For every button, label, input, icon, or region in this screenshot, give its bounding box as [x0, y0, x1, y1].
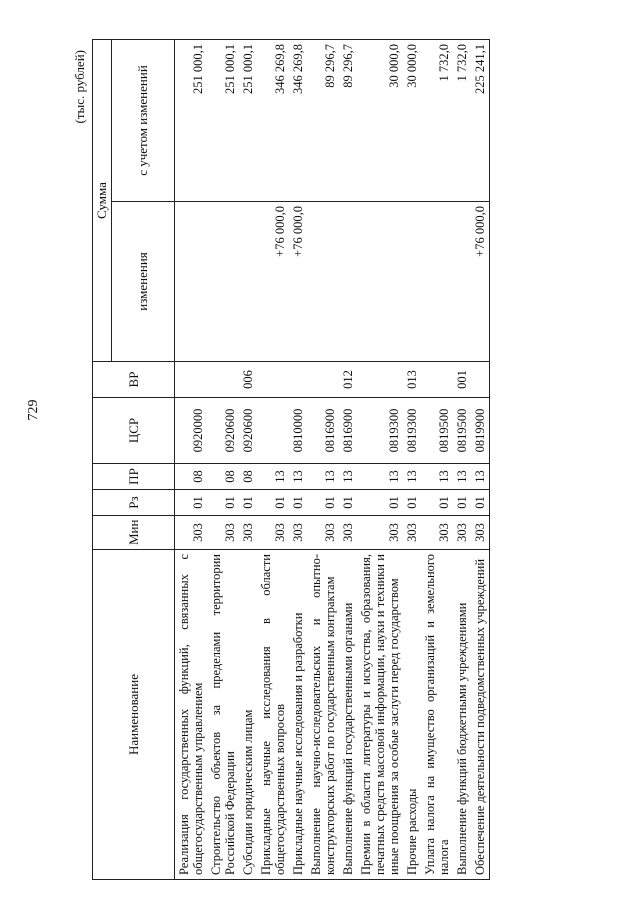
row-total: 89 296,7: [339, 40, 357, 202]
row-csr: 0816900: [307, 398, 339, 464]
row-changes: [453, 202, 471, 362]
row-csr: 0819900: [471, 398, 490, 464]
header-with-changes: с учетом изменений: [112, 40, 175, 202]
row-changes: [357, 202, 403, 362]
row-changes: [307, 202, 339, 362]
row-min: 303: [239, 516, 257, 550]
header-pr: ПР: [93, 464, 175, 490]
row-csr: 0819300: [403, 398, 421, 464]
row-vr: 013: [403, 362, 421, 398]
row-rz: 01: [307, 490, 339, 516]
row-min: 303: [339, 516, 357, 550]
row-rz: 01: [339, 490, 357, 516]
row-vr: [207, 362, 239, 398]
row-min: 303: [307, 516, 339, 550]
row-rz: 01: [257, 490, 289, 516]
row-csr: 0920600: [239, 398, 257, 464]
row-total: 251 000,1: [175, 40, 208, 202]
row-total: 1 732,0: [453, 40, 471, 202]
row-rz: 01: [471, 490, 490, 516]
row-name: Прочие расходы: [403, 550, 421, 880]
row-pr: 08: [239, 464, 257, 490]
row-changes: [421, 202, 453, 362]
row-min: 303: [421, 516, 453, 550]
row-vr: 006: [239, 362, 257, 398]
table-row: [471, 40, 490, 880]
header-sum: Сумма: [93, 40, 112, 362]
table-row: [307, 40, 339, 880]
row-min: 303: [257, 516, 289, 550]
row-rz: 01: [239, 490, 257, 516]
row-csr: 0920600: [207, 398, 239, 464]
header-vr: ВР: [93, 362, 175, 398]
row-changes: +76 000,0: [289, 202, 307, 362]
row-rz: 01: [207, 490, 239, 516]
row-rz: 01: [357, 490, 403, 516]
row-total: 346 269,8: [257, 40, 289, 202]
table-row: [175, 40, 208, 880]
header-min: Мин: [93, 516, 175, 550]
row-name: Выполнение научно-исследовательских и опытно-конструкторских работ по государственным контрактам: [307, 550, 339, 880]
row-min: 303: [471, 516, 490, 550]
header-row: [93, 40, 112, 880]
row-vr: [357, 362, 403, 398]
units-label: (тыс. рублей): [72, 50, 87, 124]
row-csr: 0819500: [421, 398, 453, 464]
row-vr: 001: [453, 362, 471, 398]
row-vr: 012: [339, 362, 357, 398]
row-min: 303: [289, 516, 307, 550]
row-csr: 0819500: [453, 398, 471, 464]
header-name: Наименование: [93, 550, 175, 880]
row-changes: [403, 202, 421, 362]
row-rz: 01: [403, 490, 421, 516]
table-row: [357, 40, 403, 880]
row-name: Обеспечение деятельности подведомственных учреждений: [471, 550, 490, 880]
row-min: 303: [357, 516, 403, 550]
row-min: 303: [403, 516, 421, 550]
row-pr: 13: [357, 464, 403, 490]
row-pr: 13: [403, 464, 421, 490]
table-row: [403, 40, 421, 880]
row-total: 30 000,0: [403, 40, 421, 202]
row-changes: [207, 202, 239, 362]
row-changes: +76 000,0: [257, 202, 289, 362]
row-pr: 13: [421, 464, 453, 490]
table-row: [453, 40, 471, 880]
row-total: 89 296,7: [307, 40, 339, 202]
row-pr: 13: [453, 464, 471, 490]
row-pr: 08: [175, 464, 208, 490]
row-name: Прикладные научные исследования и разработки: [289, 550, 307, 880]
row-name: Выполнение функций государственными органами: [339, 550, 357, 880]
row-vr: [421, 362, 453, 398]
row-pr: 13: [307, 464, 339, 490]
row-changes: [339, 202, 357, 362]
table-row: [257, 40, 289, 880]
row-min: 303: [207, 516, 239, 550]
row-min: 303: [175, 516, 208, 550]
row-pr: 13: [471, 464, 490, 490]
row-pr: 13: [289, 464, 307, 490]
row-total: 251 000,1: [239, 40, 257, 202]
row-changes: [239, 202, 257, 362]
table-row: [421, 40, 453, 880]
row-changes: +76 000,0: [471, 202, 490, 362]
row-total: 225 241,1: [471, 40, 490, 202]
row-rz: 01: [289, 490, 307, 516]
header-csr: ЦСР: [93, 398, 175, 464]
row-rz: 01: [175, 490, 208, 516]
row-changes: [175, 202, 208, 362]
row-vr: [175, 362, 208, 398]
budget-table: [92, 39, 490, 880]
row-pr: 08: [207, 464, 239, 490]
row-name: Строительство объектов за пределами территории Российской Федерации: [207, 550, 239, 880]
table-row: [289, 40, 307, 880]
row-csr: [257, 398, 289, 464]
row-pr: 13: [257, 464, 289, 490]
header-changes: изменения: [112, 202, 175, 362]
row-total: 1 732,0: [421, 40, 453, 202]
row-name: Выполнение функций бюджетными учреждениями: [453, 550, 471, 880]
table-body: [175, 40, 490, 880]
row-vr: [471, 362, 490, 398]
row-rz: 01: [453, 490, 471, 516]
row-name: Уплата налога на имущество организаций и земельного налога: [421, 550, 453, 880]
rotated-sheet: [70, 40, 640, 880]
row-vr: [289, 362, 307, 398]
row-name: Прикладные научные исследования в области общегосударственных вопросов: [257, 550, 289, 880]
row-csr: 0920000: [175, 398, 208, 464]
row-csr: 0819300: [357, 398, 403, 464]
row-csr: 0810000: [289, 398, 307, 464]
row-vr: [307, 362, 339, 398]
row-name: Субсидии юридическим лицам: [239, 550, 257, 880]
row-csr: 0816900: [339, 398, 357, 464]
row-total: 346 269,8: [289, 40, 307, 202]
row-vr: [257, 362, 289, 398]
table-row: [339, 40, 357, 880]
row-pr: 13: [339, 464, 357, 490]
row-rz: 01: [421, 490, 453, 516]
row-min: 303: [453, 516, 471, 550]
page-number: 729: [26, 399, 41, 421]
row-name: Премии в области литературы и искусства, образования, печатных средств массовой информации, науки и техники и иные поощрения за особые заслуги перед государством: [357, 550, 403, 880]
header-rz: Рз: [93, 490, 175, 516]
table-row: [239, 40, 257, 880]
row-name: Реализация государственных функций, связанных с общегосударственным управлением: [175, 550, 208, 880]
row-total: 30 000,0: [357, 40, 403, 202]
table-row: [207, 40, 239, 880]
row-total: 251 000,1: [207, 40, 239, 202]
